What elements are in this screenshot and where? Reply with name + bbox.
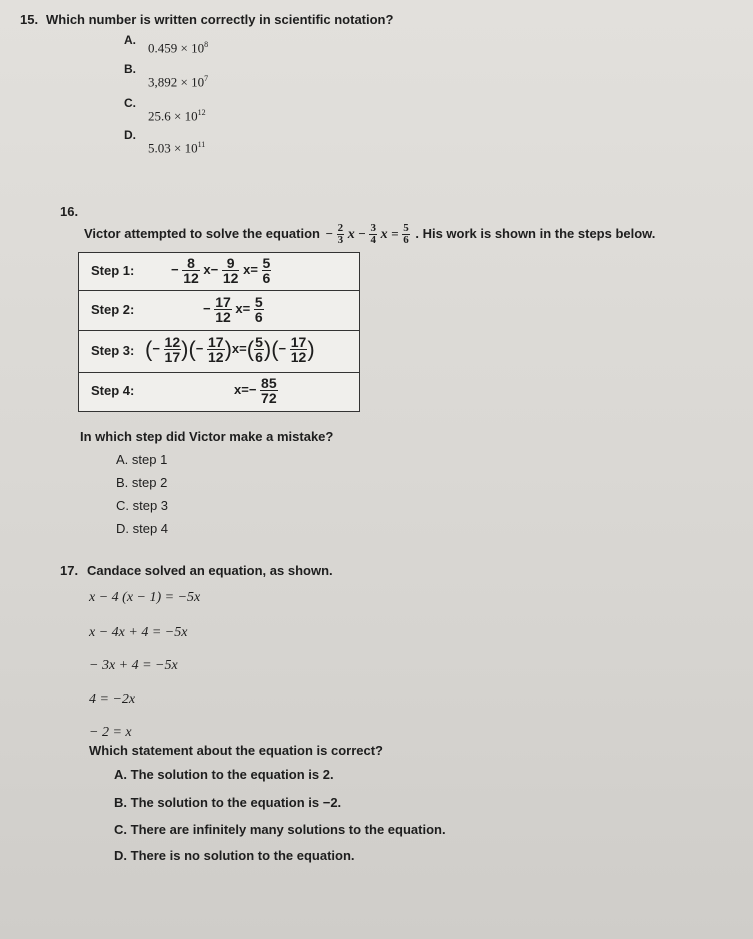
q17-option-c[interactable]: C. There are infinitely many solutions to the equation. xyxy=(114,822,446,837)
q16-steps-table xyxy=(78,252,360,412)
q16-prompt-after: . His work is shown in the steps below. xyxy=(415,225,656,241)
q17-work-line-1: x − 4 (x − 1) = −5x xyxy=(89,590,201,605)
q15-option-a-text[interactable]: $0.459 \times 10^8$ xyxy=(148,40,209,56)
q16-step-3-work: (− $\frac{12}{17}$ )(− $\frac{17}{12}$ )x=( $\frac{5}{6}$ )(− $\frac{17}{12}$ ) xyxy=(145,334,315,365)
q17-work-line-2: x − 4x + 4 = −5x xyxy=(89,625,188,640)
q17-prompt: Candace solved an equation, as shown. xyxy=(87,563,333,578)
q16-prompt xyxy=(84,223,655,246)
q16-prompt-before: Victor attempted to solve the equation xyxy=(84,225,320,241)
q15-prompt: Which number is written correctly in scientific notation? xyxy=(46,12,394,27)
q16-step-2-row xyxy=(79,291,359,331)
q16-step-1-row xyxy=(79,253,359,291)
q15-option-b-letter[interactable]: B. xyxy=(124,62,136,76)
q16-step-4-work: x=− $\frac{85}{72}$ xyxy=(234,375,277,406)
q16-option-c[interactable]: C. step 3 xyxy=(116,498,169,513)
q16-step-3-label: Step 3: xyxy=(91,343,135,358)
q16-step-4-label: Step 4: xyxy=(91,383,135,398)
q16-eq-frac-3: $\frac{5}{6}$ xyxy=(403,222,409,246)
q17-option-a[interactable]: A. The solution to the equation is 2. xyxy=(114,767,334,782)
q16-number: 16. xyxy=(60,204,79,219)
q16-eq-frac-2: $\frac{3}{4}$ xyxy=(370,222,376,246)
q17-option-b[interactable]: B. The solution to the equation is −2. xyxy=(114,795,342,810)
q17-question: Which statement about the equation is correct? xyxy=(89,743,383,758)
q15-option-c-text[interactable]: $25.6 \times 10^{12}$ xyxy=(148,108,206,124)
q17-option-d[interactable]: D. There is no solution to the equation. xyxy=(114,848,355,863)
q16-step-1-work: − $\frac{8}{12}$ x− $\frac{9}{12}$ x= $\frac{5}{6}$ xyxy=(171,255,271,286)
q16-step-1-label: Step 1: xyxy=(91,263,135,278)
q16-step-2-work: − $\frac{17}{12}$ x= $\frac{5}{6}$ xyxy=(203,294,263,325)
q16-option-d[interactable]: D. step 4 xyxy=(116,521,169,536)
q15-option-c-letter[interactable]: C. xyxy=(124,96,136,110)
q16-question: In which step did Victor make a mistake? xyxy=(80,429,334,444)
q16-step-2-label: Step 2: xyxy=(91,302,135,317)
q15-option-d-letter[interactable]: D. xyxy=(124,128,136,142)
q15-option-b-text[interactable]: $3,892 \times 10^7$ xyxy=(148,74,209,90)
q16-option-a[interactable]: A. step 1 xyxy=(116,452,168,467)
q16-equation: − $\frac{2}{3}$ x − $\frac{3}{4}$ x = $\frac{5}{6}$ xyxy=(325,222,409,246)
q17-work-line-3: − 3x + 4 = −5x xyxy=(89,658,178,673)
q15-number: 15. xyxy=(20,12,39,27)
q16-option-b[interactable]: B. step 2 xyxy=(116,475,168,490)
q17-number: 17. xyxy=(60,563,79,578)
q16-step-3-row xyxy=(79,331,359,373)
q15-option-d-text[interactable]: $5.03 \times 10^{11}$ xyxy=(148,140,206,156)
q16-step-4-row xyxy=(79,373,359,411)
q17-work-line-5: − 2 = x xyxy=(89,725,132,740)
q17-work-line-4: 4 = −2x xyxy=(89,692,136,707)
q15-option-a-letter[interactable]: A. xyxy=(124,33,136,47)
q16-eq-frac-1: $\frac{2}{3}$ xyxy=(337,222,344,246)
